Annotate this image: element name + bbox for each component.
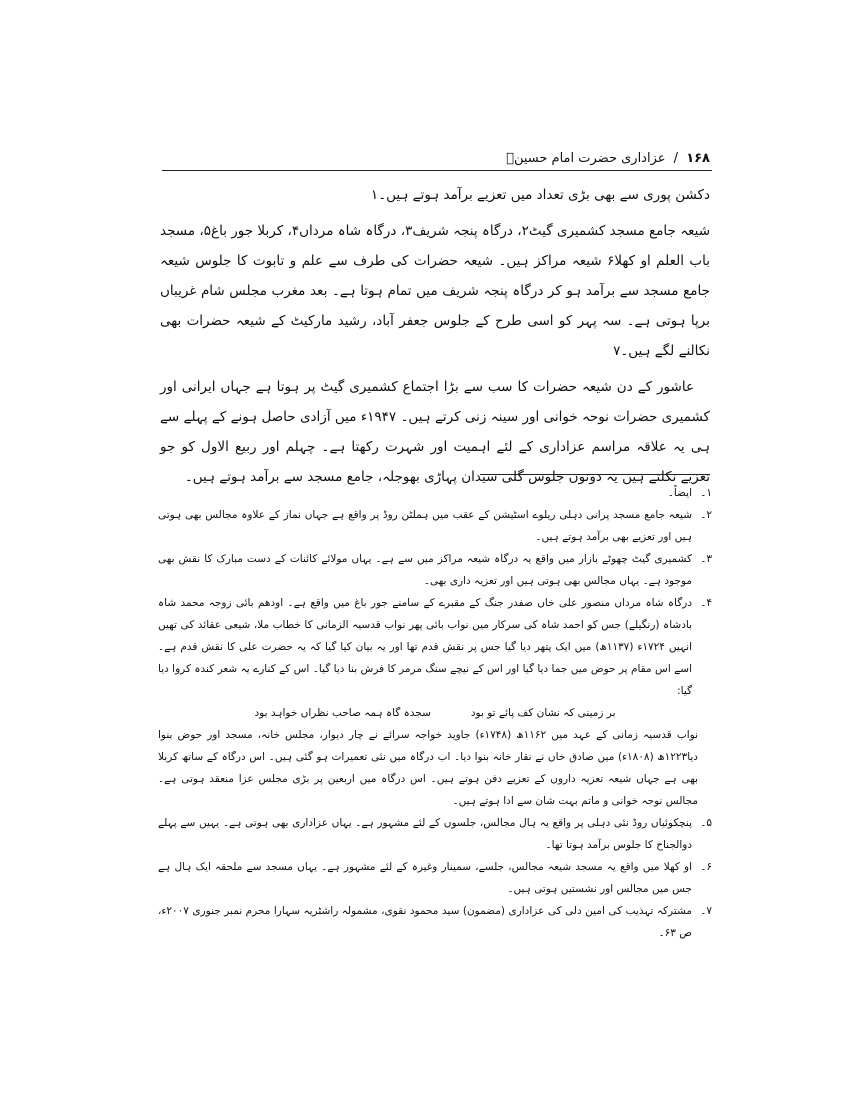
- footnote-number: ۲۔: [700, 509, 712, 521]
- footnote-number: ۷۔: [700, 905, 712, 917]
- couplet-first-hemistich: بر زمینی کہ نشان کف پائے تو بود: [470, 707, 616, 719]
- footnote-text: درگاہ شاہ مرداں منصور علی خاں صفدر جنگ کے مقبرے کے سامنے جور باغ میں واقع ہے۔ اودھم بائی زوجہ محمد شاہ بادشاہ (رنگیلے) جس کو احمد شاہ کی سرکار میں نواب بائی پھر نواب قدسیہ الزمانی کا خطاب ملا، شیعی عقائد کی تھیں انہیں ۱۷۲۴ء (۱۱۳۷ھ) میں ایک پتھر دیا گیا جس پر نقش قدم تھا اور یہ بیان کیا گیا کہ یہ حضرت علی کا نقش قدم ہے۔ اسے اس مقام پر حوض میں جما دیا گیا اور اس کے نیچے سنگ مرمر کا فرش بنا دیا گیا۔ اس کے کنارے یہ شعر کندہ کروا دیا گیا:: [158, 597, 693, 697]
- body-paragraph-2: شیعہ جامع مسجد کشمیری گیٹ۲، درگاہ پنجہ شریف۳، درگاہ شاہ مرداں۴، کربلا جور باغ۵، مسجد باب العلم او کھلا۶ شیعہ مراکز ہیں۔ شیعہ حضرات کی طرف سے علم و تابوت کا جلوس شیعہ جامع مسجد سے برآمد ہو کر درگاہ پنجہ شریف میں تمام ہوتا ہے۔ بعد مغرب مجلس شام غریباں برپا ہوتی ہے۔ سہ پہر کو اسی طرح کے جلوس جعفر آباد، رشید مارکیٹ کے شیعہ حضرات بھی نکالنے لگے ہیں۔۷: [160, 223, 711, 359]
- footnote-number: ۳۔: [700, 553, 712, 565]
- persian-couplet: [158, 702, 712, 724]
- footnote-7: [158, 900, 712, 944]
- footnote-text: او کھلا میں واقع یہ مسجد شیعہ مجالس، جلسے، سمینار وغیرہ کے لئے مشہور ہے۔ یہاں مسجد سے ملحقہ ایک ہال ہے جس میں مجالس اور نشستیں ہوتی ہیں۔: [158, 861, 692, 895]
- footnote-number: ۱۔: [700, 487, 712, 499]
- footnote-number: ۴۔: [700, 597, 712, 609]
- footnote-text: ایضاً۔: [667, 487, 692, 499]
- couplet-second-hemistich: سجدہ گاہ ہمہ صاحب نظراں خواہد بود: [254, 707, 431, 719]
- page-number: ۱۶۸: [686, 151, 710, 166]
- footnote-text: شیعہ جامع مسجد پرانی دہلی ریلوے اسٹیشن کے عقب میں ہملٹن روڈ پر واقع ہے جہاں نماز کے علاوہ مجالس بھی ہوتی ہیں اور تعزیے بھی برآمد ہوتے ہیں۔: [158, 509, 692, 543]
- footnote-2: [158, 504, 712, 548]
- footnote-5: [158, 812, 712, 856]
- footnote-text: مشترکہ تہذیب کی امین دلی کی عزاداری (مضمون) سید محمود نقوی، مشمولہ راشٹریہ سہارا محرم نمبر جنوری ۲۰۰۷ء، ص ۶۳۔: [158, 905, 692, 939]
- running-title: عزاداری حضرت امام حسینؑ: [506, 151, 666, 166]
- running-header: [160, 150, 710, 168]
- footnote-1: [158, 482, 712, 504]
- body-paragraph-3: عاشور کے دن شیعہ حضرات کا سب سے بڑا اجتماع کشمیری گیٹ پر ہوتا ہے جہاں ایرانی اور کشمیری حضرات نوحہ خوانی اور سینہ زنی کرتے ہیں۔ ۱۹۴۷ء میں آزادی حاصل ہونے کے پہلے سے ہی یہ علاقہ مراسم عزاداری کے لئے اہمیت اور شہرت رکھتا ہے۔ چہلم اور ربیع الاول کو جو تعزیے نکلتے ہیں یہ دونوں جلوس گلی سیدان پہاڑی بھوجلہ، جامع مسجد سے برآمد ہوتے ہیں۔: [160, 379, 710, 485]
- footnote-number: ۵۔: [700, 817, 712, 829]
- body-paragraph-1: دکشن پوری سے بھی بڑی تعداد میں تعزیے برآمد ہوتے ہیں۔۱: [370, 187, 710, 203]
- footnote-4-continuation: نواب قدسیہ زمانی کے عہد میں ۱۱۶۲ھ (۱۷۴۸ء) جاوید خواجہ سرائے نے چار دیوار، مجلس خانہ، مسجد اور حوض بنوا دیا۱۲۲۳ھ (۱۸۰۸ء) میں صادق خاں نے نقار خانہ بنوا دیا۔ اب درگاہ میں نئی تعمیرات ہو گئی ہیں۔ اس درگاہ کے ساتھ کربلا بھی ہے جہاں شیعہ تعزیہ داروں کے تعزیے دفن ہوتے ہیں۔ اس درگاہ میں اربعین پر بڑی مجلس عزا منعقد ہوتی ہے۔ مجالس نوحہ خوانی و ماتم بہت شان سے ادا ہوتے ہیں۔: [158, 729, 698, 807]
- footnote-3: [158, 548, 712, 592]
- header-rule: [162, 170, 712, 171]
- body-text: [160, 180, 710, 498]
- header-separator: /: [673, 151, 679, 166]
- footnote-6: [158, 856, 712, 900]
- footnote-number: ۶۔: [700, 861, 712, 873]
- footnote-rule: [480, 474, 710, 475]
- footnote-text: کشمیری گیٹ چھوٹے بازار میں واقع یہ درگاہ شیعہ مراکز میں سے ہے۔ یہاں مولائے کائنات کے دست مبارک کا نقش بھی موجود ہے۔ یہاں مجالس بھی ہوتی ہیں اور تعزیہ داری بھی۔: [158, 553, 692, 587]
- footnote-text: پنچکوئیاں روڈ نئی دہلی پر واقع یہ ہال مجالس، جلسوں کے لئے مشہور ہے۔ یہاں عزاداری بھی ہوتی ہے۔ یہیں سے پہلے دوالجناح کا جلوس برآمد ہوتا تھا۔: [158, 817, 692, 851]
- footnote-4: [158, 592, 712, 702]
- footnotes: [158, 482, 712, 944]
